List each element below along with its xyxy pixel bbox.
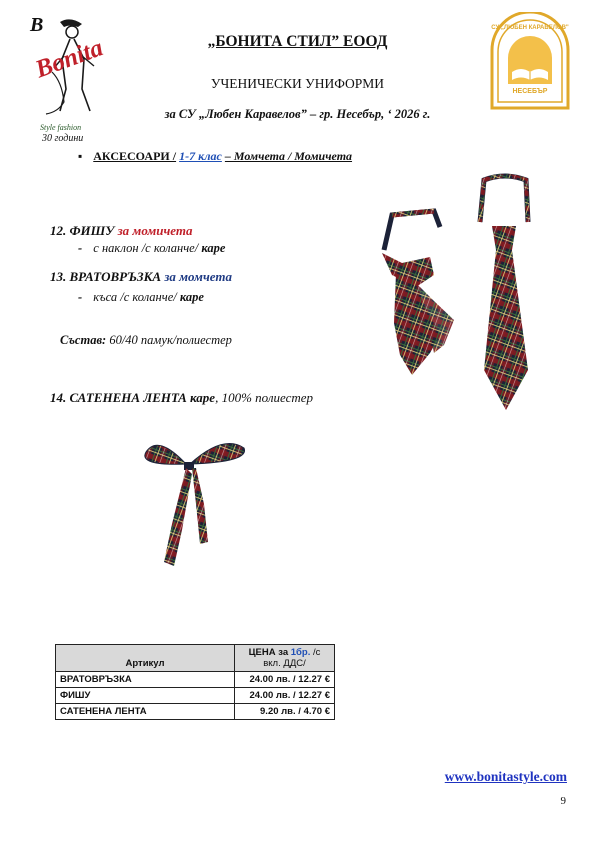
composition xyxy=(60,333,232,348)
table-row xyxy=(56,688,335,704)
website-link[interactable]: www.bonitastyle.com xyxy=(444,769,567,784)
seal-arc-text: СУ „ЛЮБЕН КАРАВЕЛОВ" xyxy=(491,25,569,31)
school-seal xyxy=(486,12,574,114)
composition-value: 60/40 памук/полиестер xyxy=(109,333,232,347)
fichu-image xyxy=(372,205,460,380)
item-12-target: за момичета xyxy=(117,223,193,238)
logo-years: 30 години xyxy=(42,133,84,144)
price-header-post: /с вкл. ДДС/ xyxy=(263,647,321,669)
fichu-icon xyxy=(372,205,460,380)
section-heading xyxy=(78,149,352,164)
item-14-num: 14. xyxy=(50,390,67,405)
item-12-title xyxy=(50,223,193,239)
logo-letter: B xyxy=(30,14,44,36)
tie-image xyxy=(470,170,540,415)
composition-label: Състав: xyxy=(60,333,107,347)
item-12-detail-pattern: каре xyxy=(201,241,226,255)
necktie-icon xyxy=(470,170,540,415)
table-row xyxy=(56,704,335,720)
item-13-name: ВРАТОВРЪЗКА xyxy=(69,269,162,284)
item-13-num: 13. xyxy=(50,269,67,284)
item-14-title xyxy=(50,390,313,406)
item-13-detail-pattern: каре xyxy=(179,290,204,304)
row-article: ВРАТОВРЪЗКА xyxy=(56,672,235,688)
price-table xyxy=(55,644,335,720)
row-price: 9.20 лв. / 4.70 € xyxy=(235,704,335,720)
row-article: ФИШУ xyxy=(56,688,235,704)
item-14-name: САТЕНЕНА ЛЕНТА xyxy=(69,390,187,405)
column-header-article: Артикул xyxy=(56,645,235,672)
row-article: САТЕНЕНА ЛЕНТА xyxy=(56,704,235,720)
row-price: 24.00 лв. / 12.27 € xyxy=(235,672,335,688)
school-line: за СУ „Любен Каравелов” – гр. Несебър, ‘ 2026 г. xyxy=(164,107,431,121)
item-12-name: ФИШУ xyxy=(69,223,115,238)
table-row xyxy=(56,672,335,688)
page-subtitle: УЧЕНИЧЕСКИ УНИФОРМИ xyxy=(210,76,385,91)
item-13-detail xyxy=(78,290,204,305)
dash-bullet: - xyxy=(78,241,83,255)
ribbon-image xyxy=(138,434,253,574)
item-13-detail-text: къса /с коланче/ xyxy=(93,290,177,304)
seal-city: НЕСЕБЪР xyxy=(512,88,548,95)
company-title: „БОНИТА СТИЛ” ЕООД xyxy=(207,33,388,50)
item-12-num: 12. xyxy=(50,223,67,238)
dash-bullet: - xyxy=(78,290,83,304)
logo-tagline: Style fashion xyxy=(40,123,82,132)
row-price: 24.00 лв. / 12.27 € xyxy=(235,688,335,704)
table-header-row xyxy=(56,645,335,672)
price-header-pre: ЦЕНА за xyxy=(248,647,291,658)
item-14-rest: , 100% полиестер xyxy=(215,390,314,405)
logo-brand: Bonita xyxy=(32,34,107,84)
item-13-target: за момчета xyxy=(164,269,233,284)
item-14-pattern: каре xyxy=(190,390,216,405)
item-12-detail-text: с наклон /с коланче/ xyxy=(93,241,199,255)
section-label: АКСЕСОАРИ / xyxy=(93,149,177,163)
item-13-title xyxy=(50,269,232,285)
item-12-detail xyxy=(78,241,225,256)
section-grades: 1-7 клас xyxy=(179,149,222,163)
column-header-price xyxy=(235,645,335,672)
section-audience: – Момчета / Момичета xyxy=(224,149,353,163)
price-header-unit: 1бр. xyxy=(290,647,311,658)
page-number: 9 xyxy=(560,795,566,807)
bow-ribbon-icon xyxy=(138,434,253,574)
section-bullet: ▪ xyxy=(78,149,83,163)
